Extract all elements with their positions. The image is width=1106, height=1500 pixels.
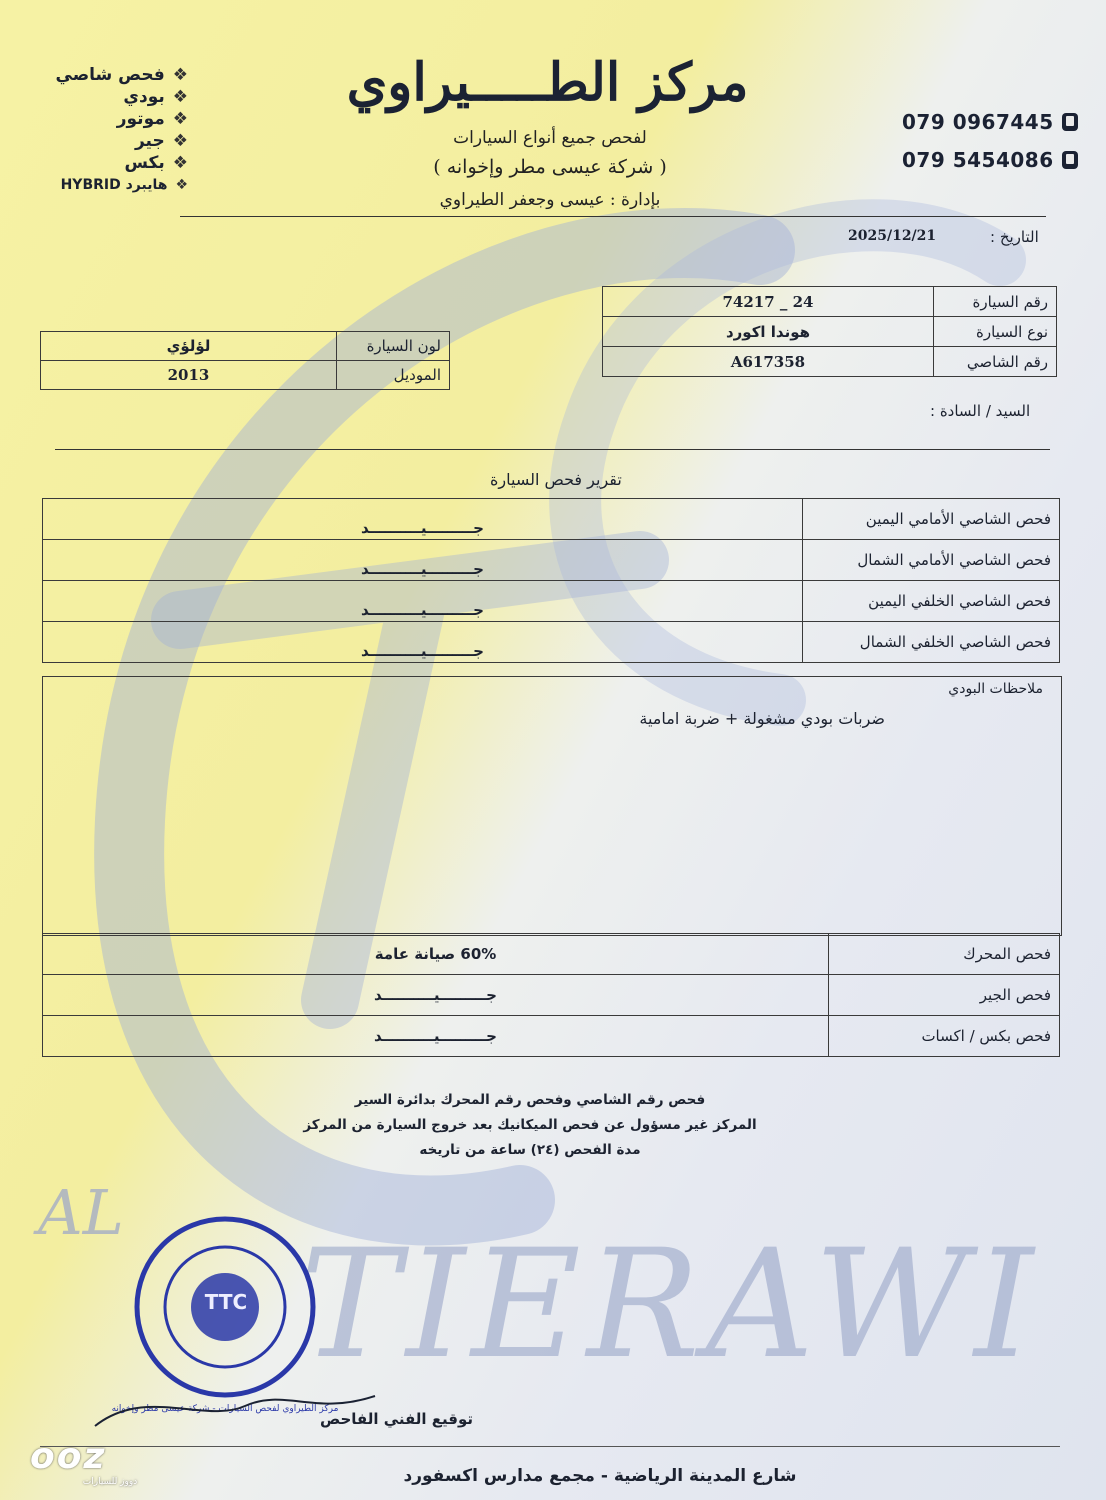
site-logo-text: ooz bbox=[30, 1436, 107, 1477]
site-logo bbox=[30, 1436, 190, 1486]
car-type-value: هوندا اكورد bbox=[603, 317, 934, 347]
table-row bbox=[43, 1016, 1060, 1057]
model-label: الموديل bbox=[337, 361, 450, 390]
note-line: المركز غير مسؤول عن فحص الميكانيك بعد خروج السيارة من المركز bbox=[303, 1117, 757, 1133]
chassis-rear-left-value: جـــــــــيــــــــــد bbox=[43, 622, 803, 663]
car-extra-table bbox=[40, 331, 450, 390]
stamp-center-logo: TTC bbox=[204, 1290, 248, 1314]
note-line: فحص رقم الشاصي وفحص رقم المحرك بدائرة السير bbox=[354, 1092, 706, 1108]
service-item: ❖هايبرد HYBRID bbox=[60, 177, 188, 193]
chassis-front-left-label: فحص الشاصي الأمامي الشمال bbox=[803, 540, 1060, 581]
phone-1: 079 0967445 bbox=[902, 110, 1078, 134]
terms-notes bbox=[280, 1088, 780, 1163]
engine-check-label: فحص المحرك bbox=[829, 934, 1060, 975]
table-row bbox=[43, 934, 1060, 975]
car-info-table bbox=[602, 286, 1057, 377]
bullet-icon: ❖ bbox=[172, 109, 188, 129]
car-color-value: لؤلؤي bbox=[41, 332, 337, 361]
chassis-front-left-value: جـــــــــيــــــــــد bbox=[43, 540, 803, 581]
model-value: 2013 bbox=[41, 361, 337, 390]
report-title: تقرير فحص السيارة bbox=[490, 470, 622, 489]
signature-label: توقيع الفني الفاحص bbox=[320, 1410, 474, 1428]
axle-check-value: جـــــــــيــــــــــد bbox=[43, 1016, 829, 1057]
watermark-al: AL bbox=[38, 1176, 124, 1249]
mechanical-checks-table bbox=[42, 933, 1060, 1057]
stamp-text: مركز الطيراوي لفحص السيارات - شركة عيسى مطر وإخوانه bbox=[111, 1404, 339, 1414]
phone-icon bbox=[1062, 113, 1078, 131]
customer-label: السيد / السادة : bbox=[930, 402, 1031, 420]
car-color-label: لون السيارة bbox=[337, 332, 450, 361]
table-row bbox=[603, 347, 1057, 377]
watermark-tierawi: TIERAWI bbox=[300, 1218, 1040, 1392]
service-item: ❖جير bbox=[134, 131, 188, 151]
axle-check-label: فحص بكس / اكسات bbox=[829, 1016, 1060, 1057]
bullet-icon: ❖ bbox=[175, 177, 188, 193]
chassis-rear-right-value: جـــــــــيــــــــــد bbox=[43, 581, 803, 622]
site-logo-caption: دووز للسيارات bbox=[82, 1477, 138, 1487]
footer-divider bbox=[40, 1446, 1060, 1447]
chassis-number-label: رقم الشاصي bbox=[934, 347, 1057, 377]
center-title: مركز الطـــــيراوي bbox=[346, 52, 749, 113]
chassis-front-right-value: جـــــــــيــــــــــد bbox=[43, 499, 803, 540]
bullet-icon: ❖ bbox=[172, 153, 188, 173]
phone-2: 079 5454086 bbox=[902, 148, 1078, 172]
chassis-front-right-label: فحص الشاصي الأمامي اليمين bbox=[803, 499, 1060, 540]
car-type-label: نوع السيارة bbox=[934, 317, 1057, 347]
body-notes-label: ملاحظات البودي bbox=[948, 681, 1043, 697]
table-row bbox=[43, 975, 1060, 1016]
car-number-value: 74217 _ 24 bbox=[603, 287, 934, 317]
date-label: التاريخ : bbox=[990, 228, 1039, 246]
chassis-checks-table bbox=[42, 498, 1060, 663]
car-number-label: رقم السيارة bbox=[934, 287, 1057, 317]
body-notes-box bbox=[42, 676, 1062, 936]
table-row bbox=[43, 499, 1060, 540]
note-line: مدة الفحص (٢٤) ساعة من تاريخه bbox=[419, 1142, 641, 1158]
service-item: ❖موتور bbox=[116, 109, 188, 129]
header-divider bbox=[180, 216, 1046, 217]
customer-line bbox=[55, 449, 1050, 450]
bullet-icon: ❖ bbox=[172, 87, 188, 107]
subtitle-line-1: لفحص جميع أنواع السيارات bbox=[453, 128, 647, 148]
subtitle-line-3: بإدارة : عيسى وجعفر الطيراوي bbox=[439, 190, 661, 210]
table-row bbox=[43, 622, 1060, 663]
table-row bbox=[603, 317, 1057, 347]
table-row bbox=[41, 361, 450, 390]
gear-check-label: فحص الجير bbox=[829, 975, 1060, 1016]
chassis-number-value: A617358 bbox=[603, 347, 934, 377]
chassis-rear-right-label: فحص الشاصي الخلفي اليمين bbox=[803, 581, 1060, 622]
engine-check-value: 60% صيانة عامة bbox=[43, 934, 829, 975]
service-item: ❖بكس bbox=[124, 153, 188, 173]
table-row bbox=[603, 287, 1057, 317]
table-row bbox=[41, 332, 450, 361]
bullet-icon: ❖ bbox=[172, 65, 188, 85]
phone-icon bbox=[1062, 151, 1078, 169]
table-row bbox=[43, 540, 1060, 581]
body-notes-text: ضربات بودي مشغولة + ضربة امامية bbox=[639, 709, 885, 728]
subtitle-line-2: ( شركة عيسى مطر وإخوانه ) bbox=[433, 156, 667, 178]
address: شارع المدينة الرياضية - مجمع مدارس اكسفورد bbox=[403, 1466, 797, 1486]
service-item: ❖فحص شاصي bbox=[55, 65, 188, 85]
service-item: ❖بودي bbox=[123, 87, 188, 107]
services-list bbox=[48, 64, 188, 196]
bullet-icon: ❖ bbox=[172, 131, 188, 151]
chassis-rear-left-label: فحص الشاصي الخلفي الشمال bbox=[803, 622, 1060, 663]
table-row bbox=[43, 581, 1060, 622]
date-value: 2025/12/21 bbox=[848, 228, 937, 244]
gear-check-value: جـــــــــيــــــــــد bbox=[43, 975, 829, 1016]
